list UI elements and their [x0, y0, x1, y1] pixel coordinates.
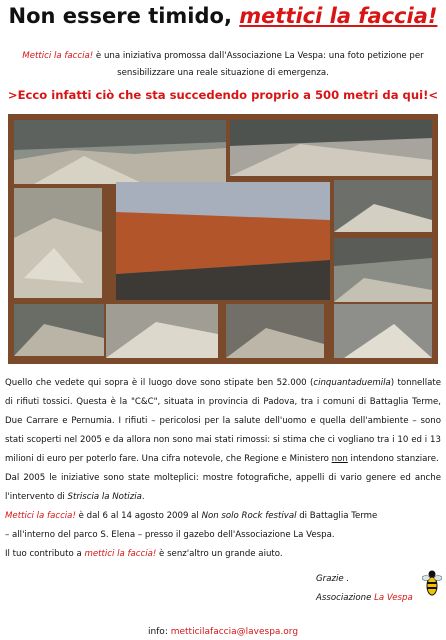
p4-text-b: è senz'altro un grande aiuto.	[156, 549, 283, 559]
paragraph-4	[5, 545, 441, 564]
photo-storage-pile	[334, 180, 432, 232]
p3-text-a: è dal 6 al 14 agosto 2009 al	[75, 511, 202, 521]
p1-text-c: intendono stanziare.	[347, 454, 439, 464]
p3-festival: Non solo Rock festival	[201, 511, 297, 521]
photo-warehouse-interior	[14, 120, 226, 184]
footer-contact	[0, 627, 446, 637]
p3-campaign: Mettici la faccia!	[5, 511, 76, 521]
paragraph-3-line2: – all'interno del parco S. Elena – presso il gazebo dell'Associazione La Vespa.	[5, 530, 335, 540]
p2-text-a: Dal 2005 le iniziative sono state molteplici: mostre fotografiche, appelli di vario genere ed anche l'intervento di	[5, 473, 441, 502]
p4-text-a: Il tuo contributo a	[5, 549, 85, 559]
paragraph-2	[5, 469, 441, 507]
photo-hall-interior	[334, 238, 432, 302]
assoc-prefix: Associazione	[316, 593, 375, 603]
photo-roof-beams	[230, 120, 432, 176]
footer-label: info:	[147, 627, 171, 637]
p4-campaign: mettici la faccia!	[84, 549, 157, 559]
paragraph-3	[5, 507, 441, 526]
title-plain: Non essere timido,	[8, 4, 240, 28]
photo-waste-heap	[226, 304, 324, 358]
p1-text-a: Quello che vedete qui sopra è il luogo dove sono stipate ben 52.000 (	[5, 378, 314, 388]
photo-dust-pile	[334, 304, 432, 358]
association-signature	[316, 589, 413, 608]
p2-text-b: .	[141, 492, 145, 502]
p1-text-b: ) tonnellate di rifiuti tossici. Questa è la "C&C", situata in provincia di Padova, tra i comuni di Battaglia Terme, Due Carrare e Pernumia. I rifiuti – pericolosi per la salute dell'uomo e quella dell'ambiente – sono stati scoperti nel 2005 e da allora non sono mai stati rimossi: si stima che ci vogliano tra i 10 ed i 13 milioni di euro per poterlo fare. Una cifra notevole, che Regione e Ministero	[5, 378, 442, 464]
photo-collage	[8, 114, 438, 364]
title-accent: mettici la faccia!	[239, 4, 438, 28]
signoff	[316, 570, 413, 608]
paragraph-1	[5, 374, 441, 469]
contact-email-link[interactable]: metticilafaccia@lavespa.org	[170, 627, 299, 637]
thanks-text: Grazie .	[316, 574, 350, 584]
intro-line1: è una iniziativa promossa dall'Associazione La Vespa: una foto petizione per	[93, 51, 424, 61]
photo-debris	[106, 304, 218, 358]
p1-italic: cinquantaduemila	[313, 378, 391, 388]
photo-rubble	[14, 188, 102, 298]
headline: >Ecco infatti ciò che sta succedendo proprio a 500 metri da qui!<	[7, 88, 439, 102]
body-text	[5, 374, 441, 564]
p2-italic: Striscia la Notizia	[67, 492, 142, 502]
p1-underline: non	[331, 454, 348, 464]
photo-warehouse-sunset	[116, 182, 330, 300]
p3-text-b: di Battaglia Terme	[296, 511, 378, 521]
intro-paragraph	[12, 48, 434, 82]
page-title	[0, 4, 446, 28]
bee-icon	[422, 566, 442, 600]
campaign-name: Mettici la faccia!	[22, 51, 94, 61]
photo-bags	[14, 304, 104, 356]
intro-line2: sensibilizzare una reale situazione di emergenza.	[117, 68, 329, 78]
assoc-name: La Vespa	[374, 593, 413, 603]
